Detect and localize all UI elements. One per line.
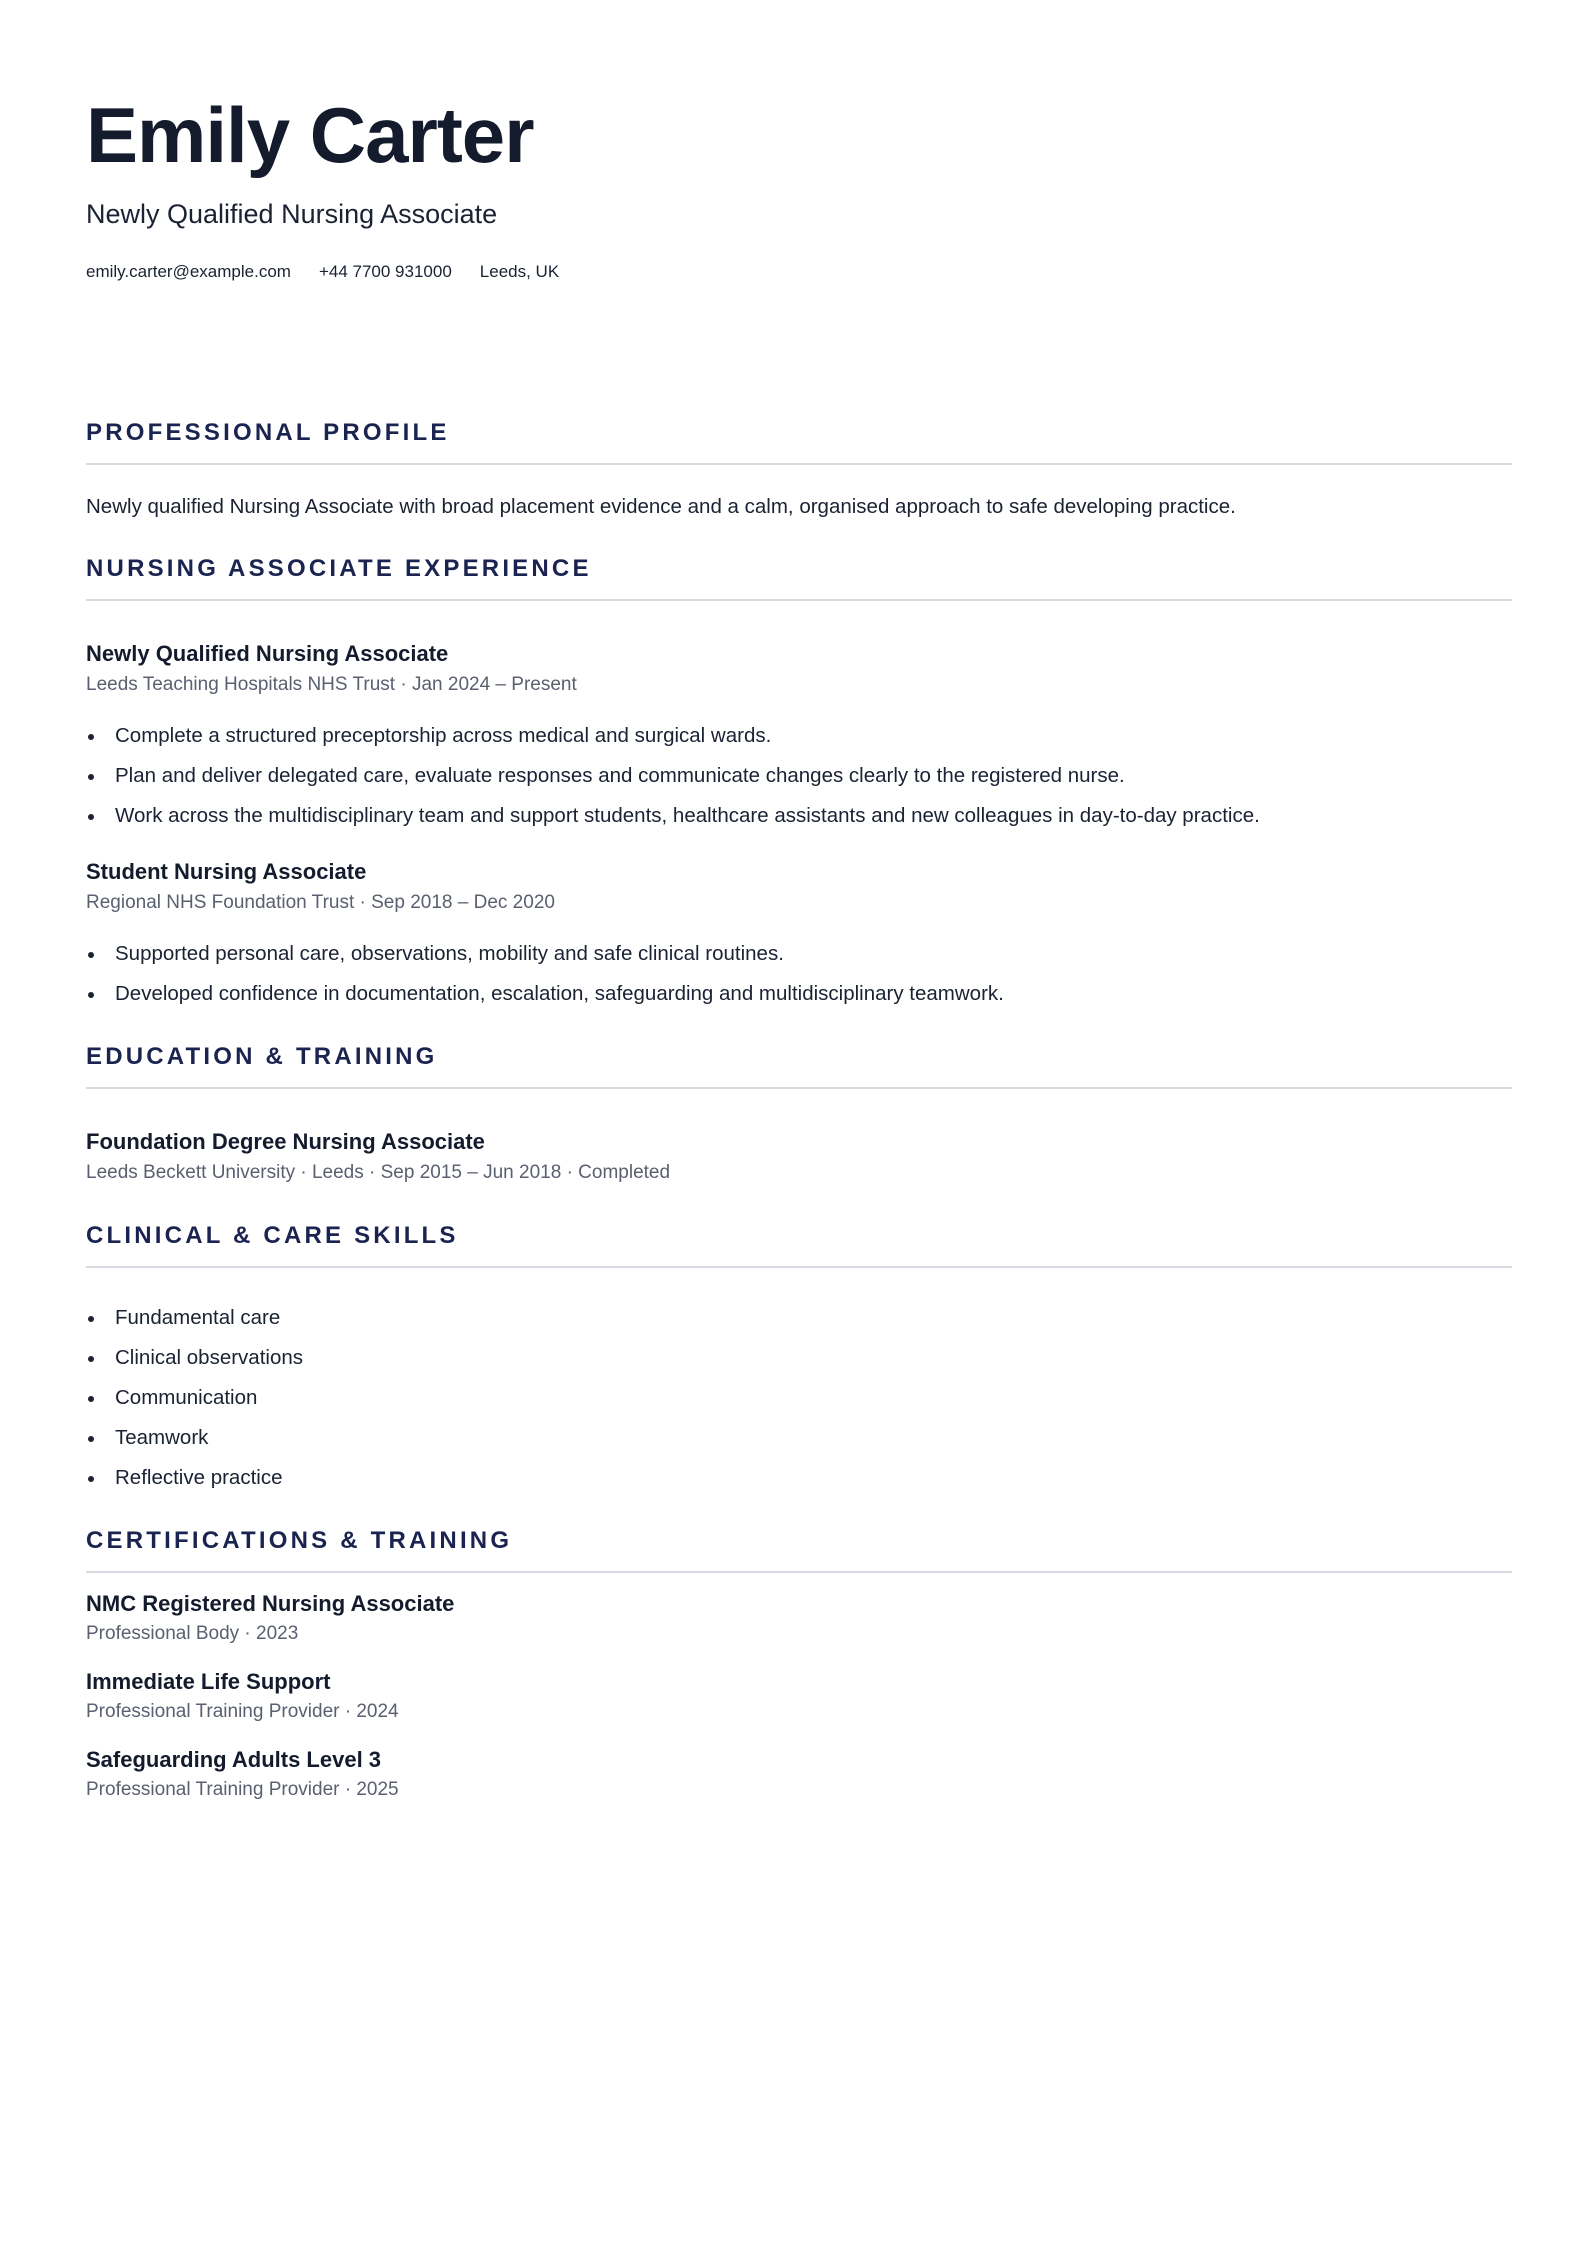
certification-name: NMC Registered Nursing Associate (86, 1591, 455, 1616)
section-divider (86, 1571, 1512, 1573)
bullet-dot-icon (88, 952, 94, 958)
job-bullet-text: Developed confidence in documentation, escalation, safeguarding and multidisciplinary teamwork. (115, 982, 1004, 1005)
bullet-dot-icon (88, 1436, 94, 1442)
bullet-dot-icon (88, 992, 94, 998)
bullet-dot-icon (88, 814, 94, 820)
section-divider (86, 1266, 1512, 1268)
job-role: Student Nursing Associate (86, 859, 367, 884)
section-divider (86, 599, 1512, 601)
skill-item-text: Teamwork (115, 1426, 209, 1449)
job-bullet-text: Plan and deliver delegated care, evaluate responses and communicate changes clearly to the registered nurse. (115, 764, 1125, 787)
contact-phone[interactable]: +44 7700 931000 (318, 262, 452, 281)
contact-location: Leeds, UK (479, 262, 560, 281)
skill-item-text: Fundamental care (115, 1306, 281, 1329)
education-meta: Leeds Beckett University · Leeds · Sep 2015 – Jun 2018 · Completed (86, 1162, 671, 1183)
job-bullet-text: Supported personal care, observations, mobility and safe clinical routines. (115, 942, 784, 965)
certification-name: Immediate Life Support (86, 1669, 331, 1694)
job-meta: Regional NHS Foundation Trust · Sep 2018 – Dec 2020 (86, 892, 555, 913)
section-divider (86, 463, 1512, 465)
certification-meta: Professional Training Provider · 2024 (86, 1701, 399, 1722)
job-bullet-text: Work across the multidisciplinary team and support students, healthcare assistants and new colleagues in day-to-day practice. (115, 804, 1260, 827)
section-divider (86, 1087, 1512, 1089)
job-role: Newly Qualified Nursing Associate (86, 641, 449, 666)
bullet-dot-icon (88, 734, 94, 740)
contact-line (86, 262, 559, 282)
bullet-dot-icon (88, 1356, 94, 1362)
contact-email[interactable]: emily.carter@example.com (86, 262, 291, 281)
bullet-dot-icon (88, 1316, 94, 1322)
bullet-dot-icon (88, 1396, 94, 1402)
section-title-education: EDUCATION & TRAINING (86, 1043, 438, 1070)
section-title-profile: PROFESSIONAL PROFILE (86, 419, 450, 446)
bullet-dot-icon (88, 774, 94, 780)
profile-summary: Newly qualified Nursing Associate with broad placement evidence and a calm, organised approach to safe developing practice. (86, 495, 1236, 518)
certification-name: Safeguarding Adults Level 3 (86, 1747, 382, 1772)
section-title-certifications: CERTIFICATIONS & TRAINING (86, 1527, 513, 1554)
certification-meta: Professional Training Provider · 2025 (86, 1779, 399, 1800)
skill-item-text: Communication (115, 1386, 258, 1409)
job-bullet-text: Complete a structured preceptorship across medical and surgical wards. (115, 724, 772, 747)
job-meta: Leeds Teaching Hospitals NHS Trust · Jan 2024 – Present (86, 674, 577, 695)
bullet-dot-icon (88, 1476, 94, 1482)
certification-meta: Professional Body · 2023 (86, 1623, 299, 1644)
education-degree: Foundation Degree Nursing Associate (86, 1129, 485, 1154)
skill-item-text: Reflective practice (115, 1466, 283, 1489)
candidate-title: Newly Qualified Nursing Associate (86, 199, 498, 229)
candidate-name: Emily Carter (86, 91, 534, 179)
section-title-experience: NURSING ASSOCIATE EXPERIENCE (86, 555, 592, 582)
section-title-skills: CLINICAL & CARE SKILLS (86, 1222, 459, 1249)
skill-item-text: Clinical observations (115, 1346, 304, 1369)
